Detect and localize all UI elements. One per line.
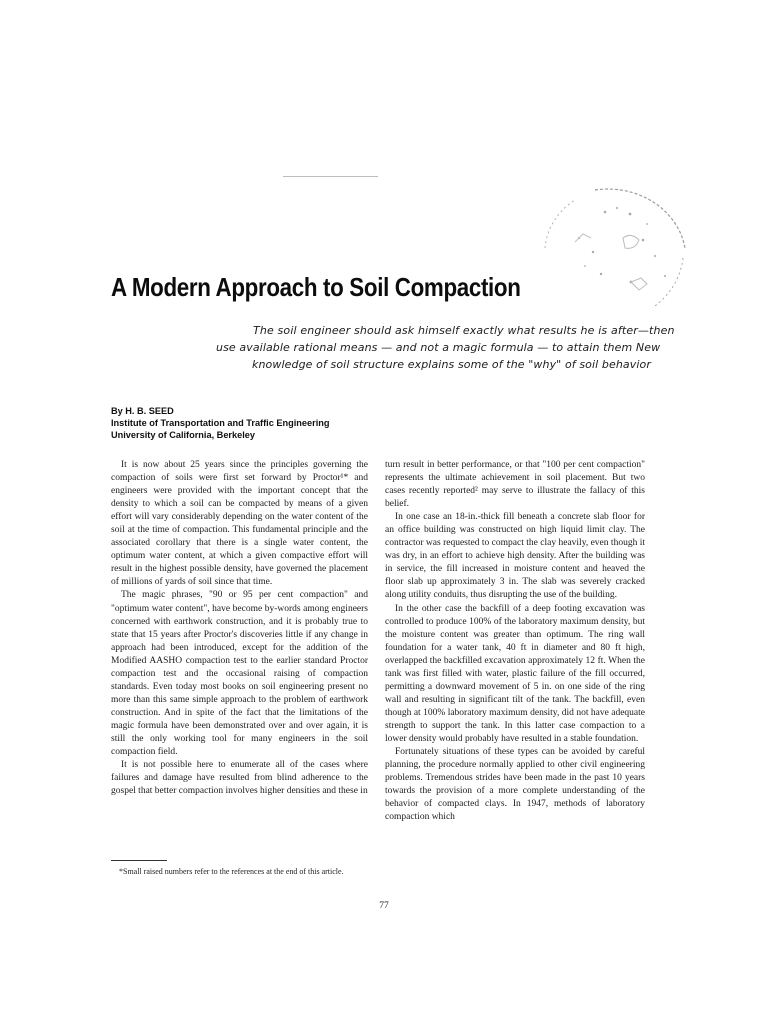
page-number: 77 (379, 901, 389, 911)
footnote-divider (111, 860, 167, 861)
author-affiliation-institute: Institute of Transportation and Traffic Engineering (111, 418, 330, 428)
author-name: By H. B. SEED (111, 406, 174, 416)
article-dek-line-1: The soil engineer should ask himself exactly what results he is after—then (253, 324, 675, 337)
body-paragraph: It is now about 25 years since the principles governing the compaction of soils were first set forward by Proctor¹* and engineers were provided with the important concept that the density to which a soil can be compacted by means of a given effort will vary considerably depending on the water content of the soil at the time of compaction. This fundamental principle and the associated corollary that there is a single water content, the optimum water content, at which a given compactive effort will result in the highest possible density, have governed the placement of millions of yards of soil since that time. (111, 460, 368, 588)
body-paragraph: In one case an 18-in.-thick fill beneath a concrete slab floor for an office building was constructed on high liquid limit clay. The contractor was requested to compact the clay heavily, even though it was dry, in an effort to achieve high density. After the building was in service, the fill increased in moisture content and heaved the floor slab up approximately 3 in. The slab was severely cracked along utility conduits, thus disrupting the use of the building. (385, 512, 645, 601)
body-column-right (385, 459, 645, 824)
article-title: A Modern Approach to Soil Compaction (111, 272, 521, 302)
footnote: *Small raised numbers refer to the references at the end of this article. (119, 867, 344, 876)
body-paragraph: turn result in better performance, or that "100 per cent compaction" represents the ultimate achievement in soil placement. But two cases recently reported² may serve to illustrate the fallacy of this belief. (385, 460, 645, 510)
article-dek-line-3: knowledge of soil structure explains some of the "why" of soil behavior (252, 358, 651, 371)
article-dek-line-2: use available rational means — and not a magic formula — to attain them New (216, 341, 661, 354)
body-column-left (111, 459, 368, 798)
library-stamp-icon (535, 178, 695, 318)
body-paragraph: Fortunately situations of these types can be avoided by careful planning, the procedure normally applied to other civil engineering problems. Tremendous strides have been made in the past 10 years towards the provision of a more complete understanding of the behavior of compacted clays. In 1947, methods of laboratory compaction which (385, 747, 645, 823)
byline (111, 405, 329, 441)
scan-artifact-line (283, 176, 378, 177)
body-paragraph: The magic phrases, "90 or 95 per cent compaction" and "optimum water content", have become by-words among engineers concerned with earthwork construction, and it is probably true to state that 15 years after Proctor's discoveries little if any change in approach had been introduced, except for the addition of the Modified AASHO compaction test to the earlier standard Proctor compaction test and the occasional raising of compaction standards. Even today most books on soil engineering present no more than this same simple approach to the problem of earthwork construction. And in spite of the fact that the limitations of the magic formula have been demonstrated over and over again, it is still the only working tool for many engineers in the soil compaction field. (111, 590, 368, 758)
body-paragraph: It is not possible here to enumerate all of the cases where failures and damage have resulted from blind adherence to the gospel that better compaction involves higher densities and these in (111, 760, 368, 797)
body-paragraph: In the other case the backfill of a deep footing excavation was controlled to produce 100% of the laboratory maximum density, but the moisture content was greater than optimum. The ring wall foundation for a water tank, 40 ft in diameter and 80 ft high, overlapped the backfilled excavation approximately 12 ft. When the tank was first filled with water, plastic failure of the fill occurred, permitting a downward movement of 5 in. on one side of the ring wall and resulting in significant tilt of the tank. The backfill, even though at 100% laboratory maximum density, did not have adequate strength to support the tank. In this latter case compaction to a lower density would probably have resulted in a stable foundation. (385, 603, 645, 744)
author-affiliation-university: University of California, Berkeley (111, 430, 255, 440)
